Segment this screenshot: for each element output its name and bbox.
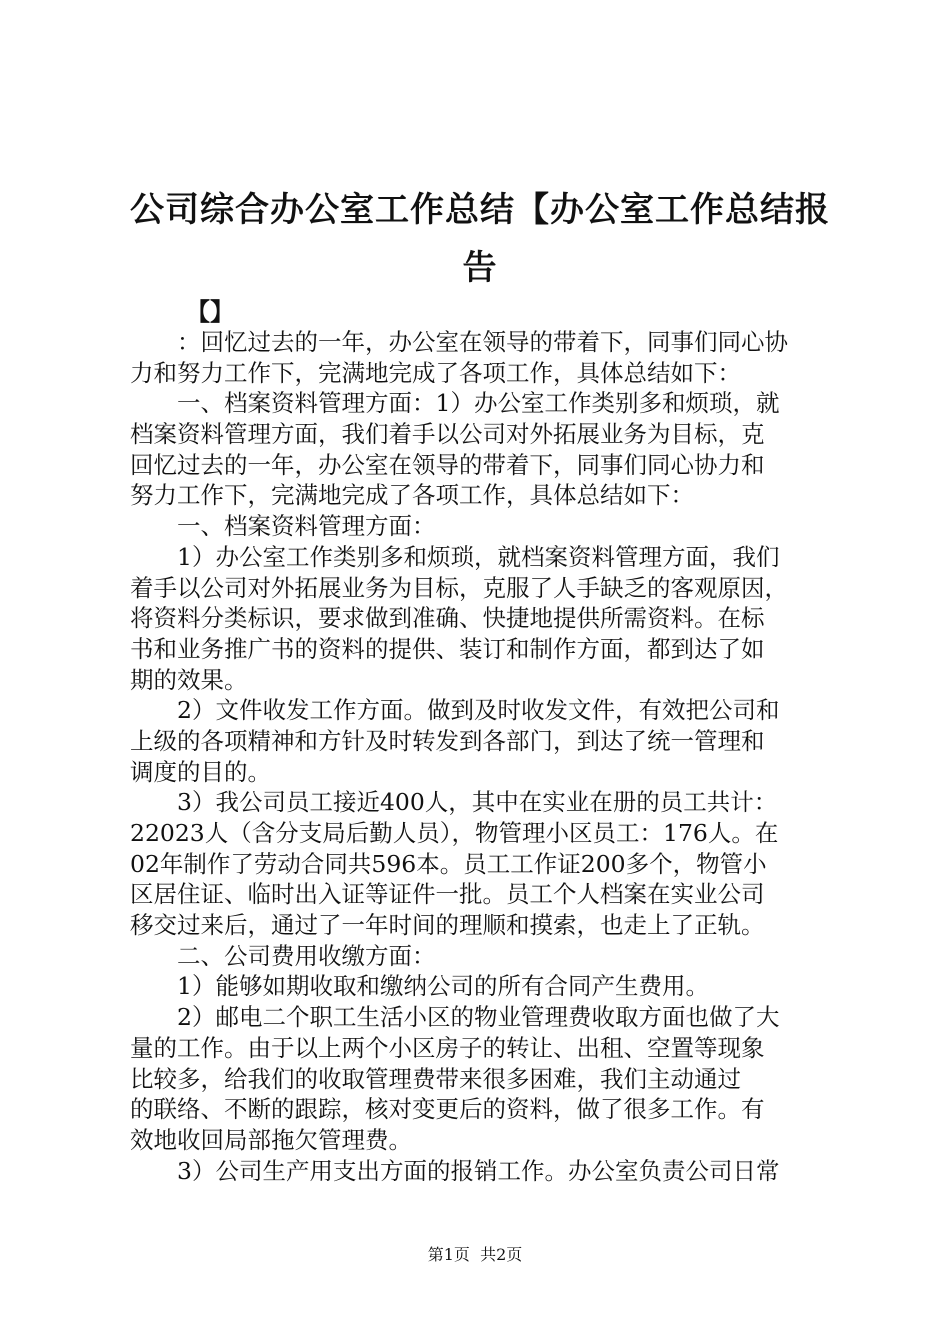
body-line: 3）公司生产用支出方面的报销工作。办公室负责公司日常 bbox=[177, 1156, 780, 1185]
body-line: 将资料分类标识，要求做到准确、快捷地提供所需资料。在标 bbox=[130, 604, 765, 633]
body-line: 2）文件收发工作方面。做到及时收发文件，有效把公司和 bbox=[177, 696, 780, 725]
body-line: 档案资料管理方面，我们着手以公司对外拓展业务为目标，克 bbox=[130, 420, 765, 449]
body-line: 调度的目的。 bbox=[130, 757, 271, 786]
body-line: 回忆过去的一年，办公室在领导的带着下，同事们同心协力和 bbox=[130, 450, 765, 479]
body-line: 期的效果。 bbox=[130, 665, 248, 694]
body-line: 一、档案资料管理方面：1）办公室工作类别多和烦琐，就 bbox=[177, 389, 780, 418]
body-line: 1）办公室工作类别多和烦琐，就档案资料管理方面，我们 bbox=[177, 542, 780, 571]
body-line: 努力工作下，完满地完成了各项工作，具体总结如下： bbox=[130, 481, 694, 510]
document-title-line-1: 公司综合办公室工作总结【办公室工作总结报 bbox=[130, 190, 830, 230]
body-line: 书和业务推广书的资料的提供、装订和制作方面，都到达了如 bbox=[130, 634, 765, 663]
body-line: 2）邮电二个职工生活小区的物业管理费收取方面也做了大 bbox=[177, 1003, 780, 1032]
body-line: 力和努力工作下，完满地完成了各项工作，具体总结如下： bbox=[130, 358, 741, 387]
body-line: 22023人（含分支局后勤人员），物管理小区员工：176人。在 bbox=[130, 819, 779, 847]
body-line: 移交过来后，通过了一年时间的理顺和摸索，也走上了正轨。 bbox=[130, 911, 765, 940]
page-footer: 第1页 共2页 bbox=[427, 1245, 523, 1264]
document-title-line-2: 告 bbox=[462, 248, 498, 288]
body-line: 着手以公司对外拓展业务为目标，克服了人手缺乏的客观原因， bbox=[130, 573, 788, 602]
title-bracket: 【】 bbox=[186, 298, 234, 326]
body-line: ：回忆过去的一年，办公室在领导的带着下，同事们同心协 bbox=[177, 328, 788, 356]
body-line: 量的工作。由于以上两个小区房子的转让、出租、空置等现象 bbox=[130, 1033, 765, 1062]
body-line: 的联络、不断的跟踪，核对变更后的资料，做了很多工作。有 bbox=[130, 1095, 765, 1124]
body-line: 3）我公司员工接近400人，其中在实业在册的员工共计： bbox=[177, 788, 778, 817]
body-line: 02年制作了劳动合同共596本。员工工作证200多个，物管小 bbox=[130, 849, 767, 878]
body-line: 比较多，给我们的收取管理费带来很多困难，我们主动通过 bbox=[130, 1064, 741, 1093]
body-line: 一、档案资料管理方面： bbox=[177, 512, 436, 541]
body-line: 二、公司费用收缴方面： bbox=[177, 941, 436, 970]
body-line: 1）能够如期收取和缴纳公司的所有合同产生费用。 bbox=[177, 972, 709, 1001]
body-line: 效地收回局部拖欠管理费。 bbox=[130, 1125, 412, 1154]
body-line: 区居住证、临时出入证等证件一批。员工个人档案在实业公司 bbox=[130, 880, 765, 909]
document-body bbox=[130, 327, 835, 1186]
body-line: 上级的各项精神和方针及时转发到各部门，到达了统一管理和 bbox=[130, 726, 765, 755]
